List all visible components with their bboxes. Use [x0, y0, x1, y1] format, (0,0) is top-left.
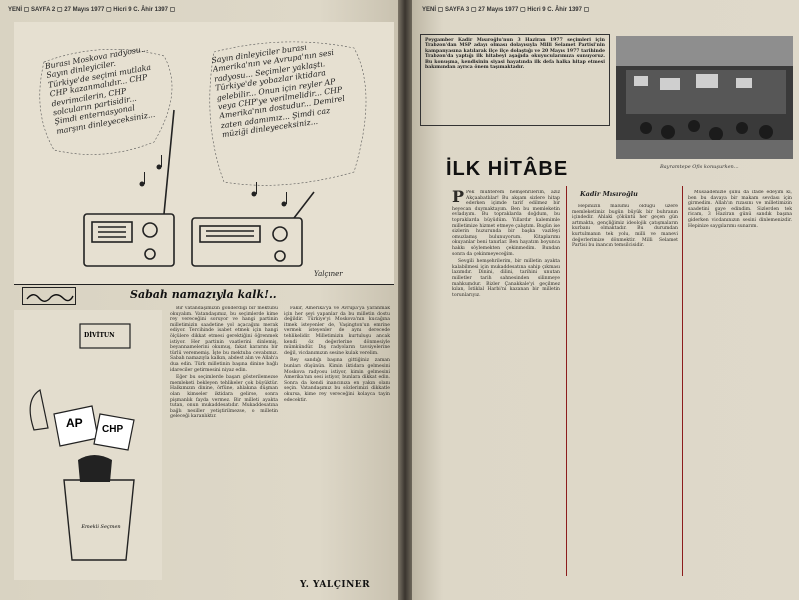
ballot-cartoon: [14, 310, 162, 580]
running-head-right: YENİ ▢ SAYFA 3 ▢ 27 Mayıs 1977 ▢ Hicri 9 C. Âhir 1397 ▢: [422, 7, 590, 13]
cartoon-signature: Yalçıner: [314, 270, 343, 278]
column-rule-red: [566, 186, 567, 576]
column-logo-calligraphy-icon: [23, 288, 75, 304]
left-headline: Sabah namazıyla kalk!..: [130, 288, 277, 301]
page-gutter: [398, 0, 412, 600]
right-column-3: [688, 190, 792, 576]
party-label-ap: AP: [66, 416, 83, 430]
left-paragraph: Rey sandığı başına gittiğiniz zaman bunları düşünün. Kimin iktidara gelmesini Moskova radyosu istiyor, kimin gelmesini Amerika'nın sesi istiyor, bunlara dikkat edin. Sonra da kendi inancınıza en yakın olanı seçin. Vatandaşımız bu sözlerimizi dikkatle okursa, kime rey vereceğini kolayca tayin edecektir.: [284, 358, 390, 403]
right-column-2: [572, 204, 678, 576]
left-paragraph: Eğer bu seçimlerde başarı gösterilemezse memleketi bekleyen tehlikeler çok büyüktür. Halkımızın dinine, örfüne, ahlakına düşman olan kimseler iktidara gelirse, sonra pişmanlık fayda vermez. Bir milleti ayakta tutan, onun mukaddesatıdır. Mukaddesatına bağlı nesiller yetiştirilmezse, o milletin geleceği karanlıktır.: [170, 375, 278, 420]
left-byline: Y. YALÇINER: [300, 580, 371, 590]
column-logo: [22, 287, 76, 305]
right-paragraph: Hepinizin malumu olduğu üzere memleketimiz bugün büyük bir buhranın içindedir. Ahlaki çöküntü her geçen gün artmakta, gençliğimiz ideolojik çatışmaların kurbanı olmaktadır. Bu durumdan kurtulmanın tek yolu, milli ve manevi değerlerimize dönmektir. Milli Selamet Partisi bu inancın temsilcisidir.: [572, 204, 678, 249]
column-rule-red: [682, 186, 683, 576]
right-paragraph: Sevgili hemşehrilerim, bir milletin ayakta kalabilmesi için mukaddesatına sahip çıkması lazımdır. Dinini, dilini, tarihini unutan milletler tarih sahnesinden silinmeye mahkumdur. Bizler Çanakkale'yi geçilmez kılan, İstiklal Harbi'ni kazanan bir milletin torunlarıyız.: [452, 259, 560, 298]
radio-cartoon: [14, 22, 394, 284]
rally-photo: [616, 36, 793, 159]
box-label: Emekli Seçmen: [81, 524, 121, 530]
author-name: Kadir Mısıroğlu: [580, 190, 638, 198]
left-column-1: [170, 306, 278, 556]
party-label-chp: CHP: [102, 424, 124, 435]
right-paragraph: Pek muhterem hemşehrilerim, aziz Akçaabatlılar! Bu akşam sizlere hitap ederken içimde tarif edilmez bir heyecan duymaktayım. Ben bu memleketin evladıyım. Bu topraklarda doğdum, bu topraklarda büyüdüm. Yıllardır kalemimle milletimize hizmet etmeye çalıştım. Bugün ise sizlerin huzurunda bir başka vazifeyi omuzlamış bulunuyorum. Kitaplarımı okuyanlar beni tanırlar. Ben hayatım boyunca hakkı söylemekten çekinmedim. Bundan sonra da çekinmeyeceğim.: [452, 190, 560, 257]
ballot-cartoon-drawing: [14, 310, 162, 580]
running-head-left: YENİ ▢ SAYFA 2 ▢ 27 Mayıs 1977 ▢ Hicri 9 C. Âhir 1397 ▢: [8, 7, 176, 13]
left-paragraph: Bir vatandaşımızın gönderdiği bir mektubu okuyalım. Vatandaşımız, bu seçimlerde kime rey vereceğini soruyor ve hangi partinin milletimizin saadetine yol açacağını merak ediyor. Tercihinde isabet etmek için hangi ölçülere dikkat etmesi gerektiğini öğrenmek istiyor. Her partinin vaatlerini dinlemiş, beyannamelerini okumuş, fakat kararını bir türlü verememiş. İşte bu mektuba cevabımız. Sabah namazıyla kalkın, abdest alın ve Allah'a dua edin. Türk milletinin başına dinine bağlı idareciler getirmesini niyaz edin.: [170, 306, 278, 373]
speech-left: Burası Moskova radyosu... Sayın dinleyiciler. Türkiye'de seçimi mutlaka CHP kazanmalıdır... CHP devrimcilerin, CHP solcuların partisidir... Şimdi enternasyonal marşını dinleyeceksiniz...: [44, 43, 156, 136]
right-page: [412, 0, 799, 600]
right-paragraph-lead: [452, 190, 560, 257]
right-paragraph: Müsaadenizle şunu da ifade edeyim ki, ben bu davaya bir makam sevdası için girmedim. Allah'ın rızasını ve milletimizin saadetini gaye edindim. Sizlerden tek ricam, 3 Haziran günü sandık başına giderken vicdanınızın sesini dinlemenizdir. Hepinize saygılarımı sunarım.: [688, 190, 792, 229]
left-page: [0, 0, 398, 600]
speech-right: Sayın dinleyiciler burası Amerika'nın ve Avrupa'nın sesi radyosu... Seçimler yaklaştı. Türkiye'de yobazlar iktidara gelebilir... Onun için reyler AP veya CHP'ye verilmelidir... CHP Amerika'nın dostudur... Demirel zaten adamımız... Şimdi caz müziği dinleyeceksiniz...: [210, 42, 346, 140]
left-column-2: [284, 306, 390, 556]
left-paragraph: Fakir, Amerika'ya ve Avrupa'ya yaranmak için her şeyi yapanlar da bu milletin dostu değildir. Türkiye'yi Moskova'nın kucağına itmek isteyenler de, Vaşington'un emrine vermek isteyenler de aynı derecede tehlikelidir. Milletimizin kurtuluşu ancak kendi öz değerlerine dönmesiyle mümkündür. Dış radyoların tavsiyelerine değil, vicdanımızın sesine kulak verelim.: [284, 306, 390, 356]
right-column-1: [452, 190, 560, 576]
photo-caption: Bayramtepe Ofis konuşurken...: [660, 164, 739, 170]
rally-photo-image: [616, 36, 793, 159]
ballot-label: DİVİTUN: [84, 332, 115, 339]
section-rule: [14, 284, 394, 285]
right-headline: İLK HİTÂBE: [446, 158, 569, 180]
intro-box: Peygamber Kadir Mısıroğlu'nun 3 Haziran 1977 seçimleri için Trabzon'dan MSP adayı olması dolayısıyla Milli Selamet Partisi'nin kampanyasına katılarak ilçe ilçe dolaştığı ve 20 Mayıs 1977 tarihinde Trabzon'da yaptığı ilk hitabeyi aşağıda okuyucularımıza sunuyoruz. Bu konuşma, kendisinin siyasi hayatında ilk defa halka hitap etmesi bakımından ayrıca önem taşımaktadır.: [420, 34, 610, 126]
drop-cap: P: [452, 190, 465, 206]
